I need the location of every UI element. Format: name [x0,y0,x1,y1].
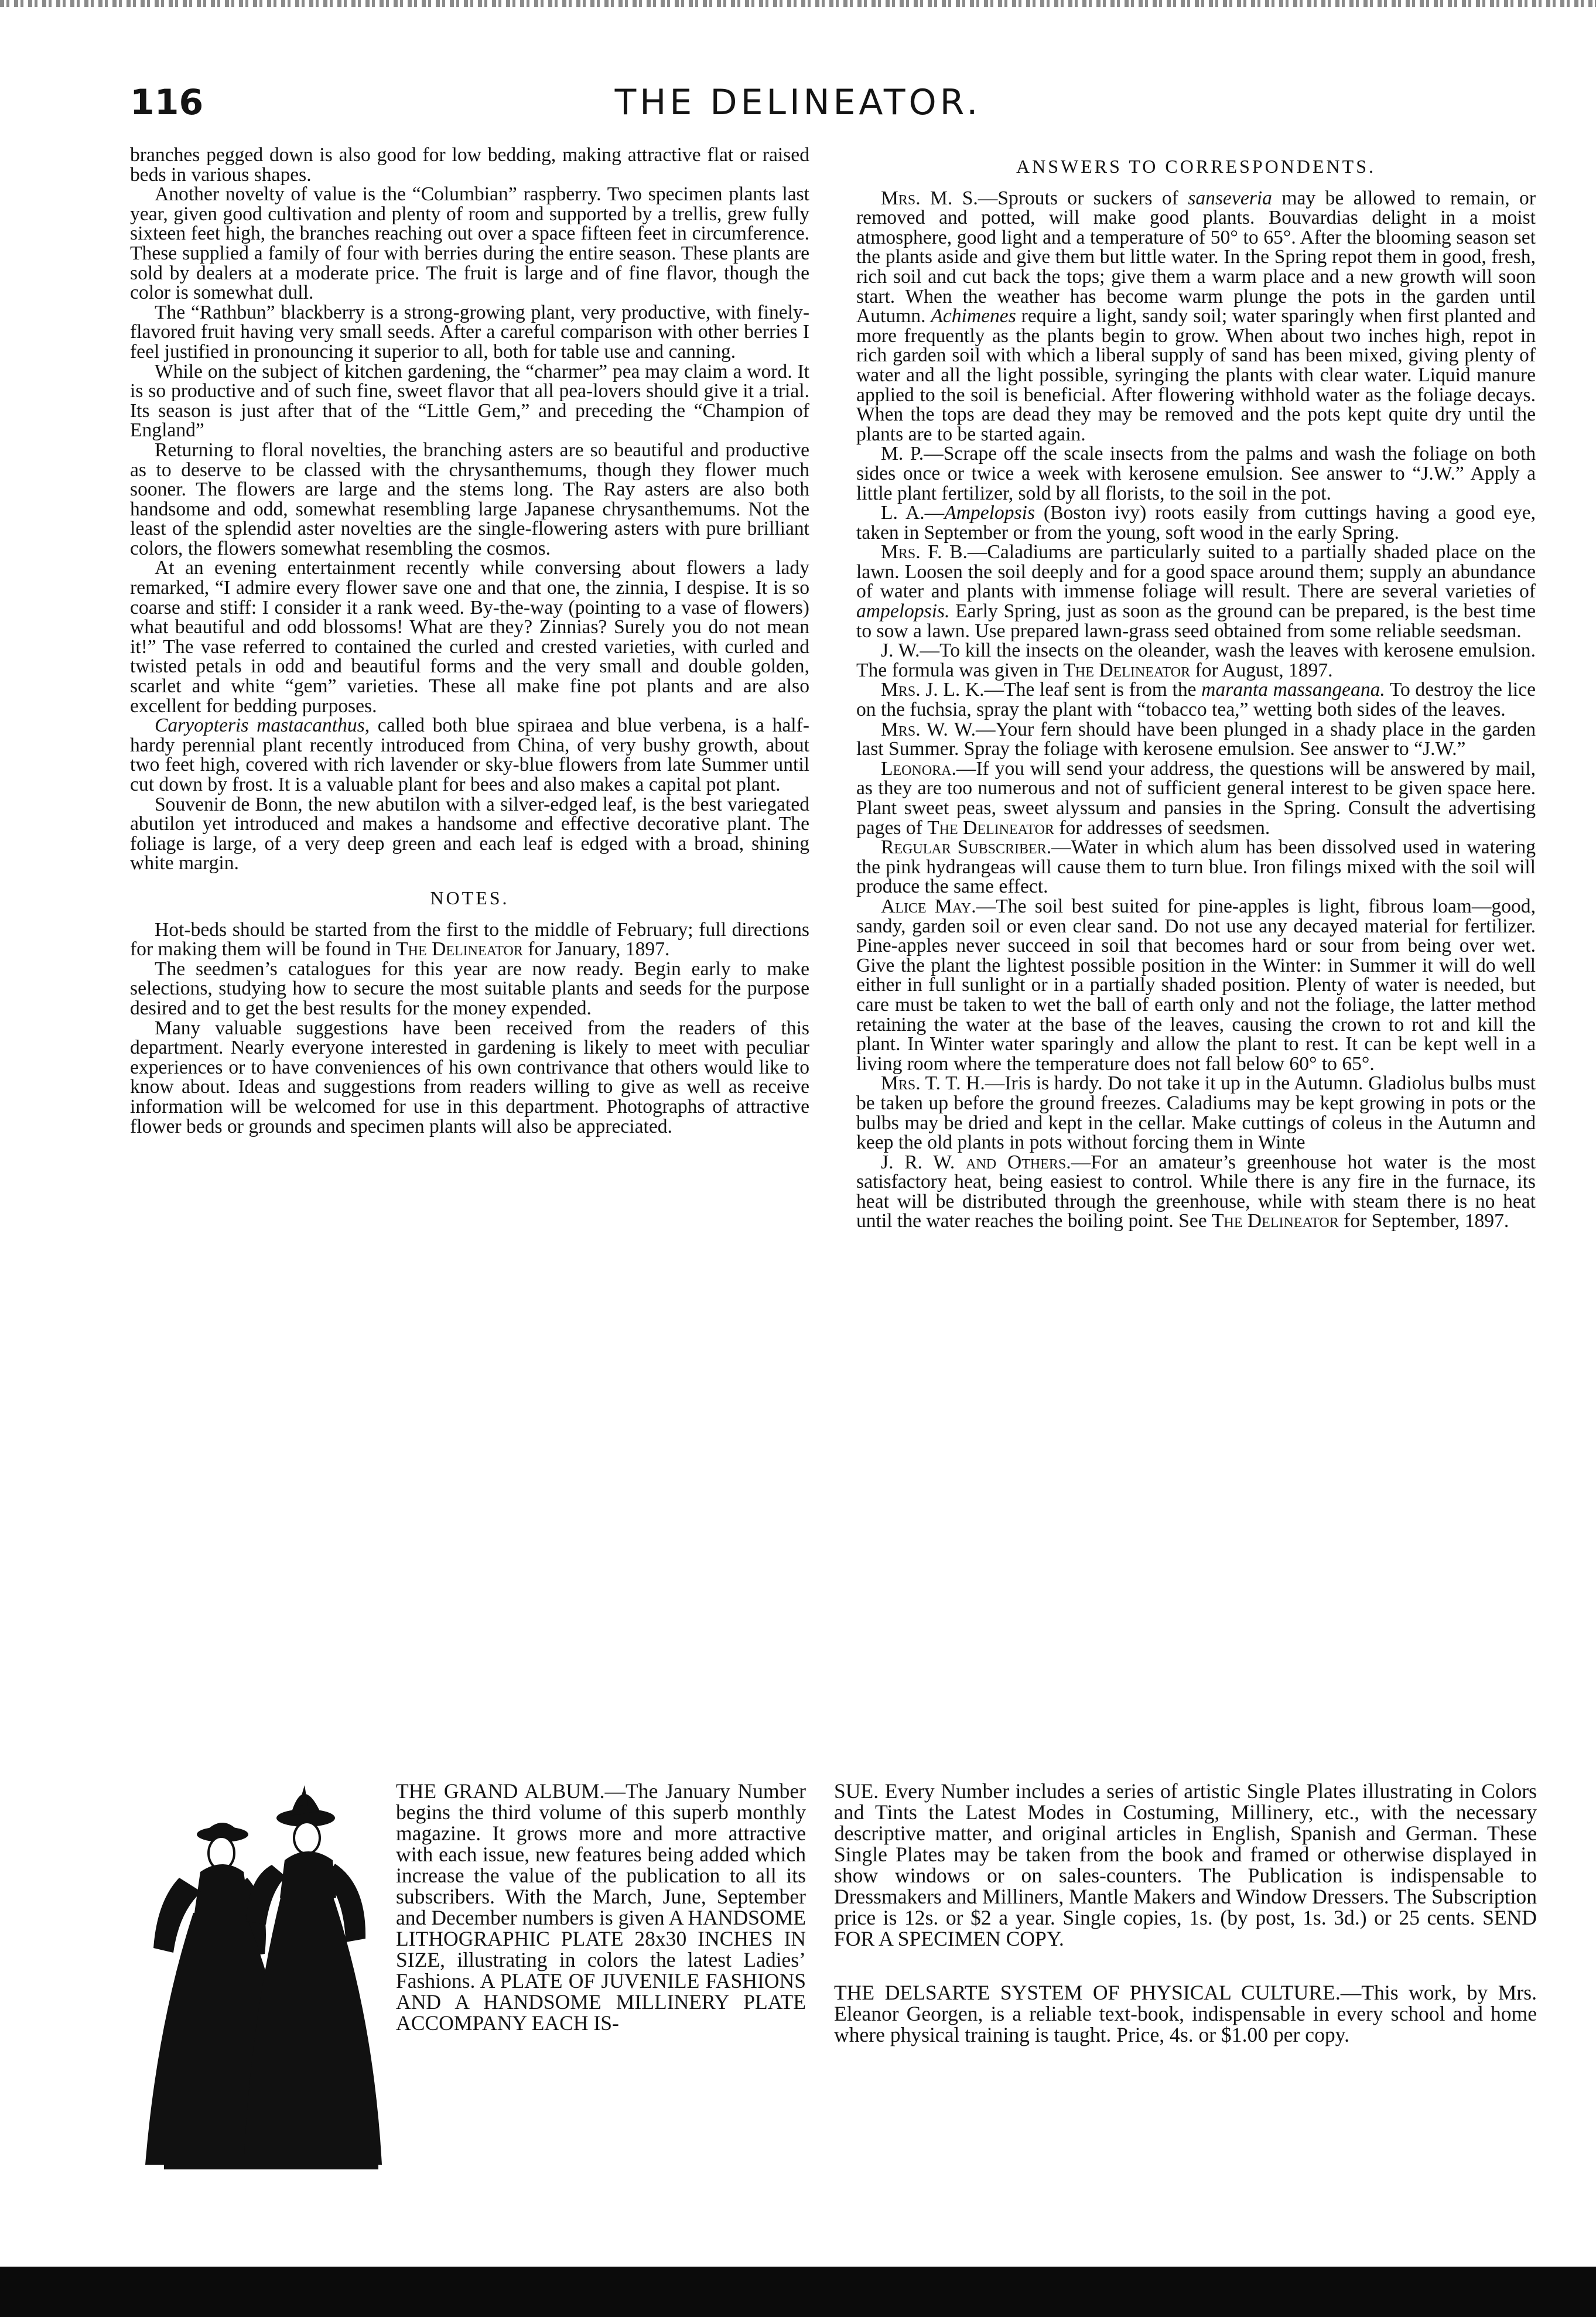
correspondent-name: J. R. W. and Others. [881,1151,1071,1173]
publication-name: The Delineator [927,816,1054,839]
publication-name: The Delineator [1063,659,1191,681]
paragraph: The “Rathbun” blackberry is a strong-growing plant, very productive, with finely-flavored fruit having very small seeds. After a careful comparison with other berries I feel justified in pronouncing it superior to all, both for table use and canning. [130,301,809,363]
paragraph: branches pegged down is also good for low bedding, making attractive flat or raised beds in various shapes. [130,144,809,186]
answer: Mrs. M. S.—Sprouts or suckers of sanseveria may be allowed to remain, or removed and potted, will make good plants. Bouvardias delight in a moist atmosphere, good light and a temperature of 50° to 65°. After the blooming season set the plants aside and give them but little water. In the Spring repot them in good, fresh, rich soil and cut back the tops; give them a warm place and a new growth will soon start. When the weather has become warm plunge the pots in the garden until Autumn. Achimenes require a light, sandy soil; water sparingly when first planted and more frequently as the plants begin to grow. When about two inches high, repot in rich garden soil with which a liberal supply of sand has been mixed, giving plenty of water and all the light possible, syringing the plants with clear water. Liquid manure applied to the soil is beneficial. After flowering withhold water as the foliage decays. When the tops are dead they may be removed and the pots kept quite dry until the plants are to be started again. [856,187,1536,445]
correspondent-name: Mrs. J. L. K. [881,679,985,701]
answer: Mrs. J. L. K.—The leaf sent is from the maranta massangeana. To destroy the lice on the fuchsia, spray the plant with “tobacco tea,” wetting both sides of the leaves. [856,679,1536,721]
answer: Regular Subscriber.—Water in which alum has been dissolved used in watering the pink hydrangeas will cause them to turn blue. Iron filings mixed with the soil will produce the same effect. [856,836,1536,898]
correspondent-name: Mrs. T. T. H. [881,1072,985,1095]
answer: Leonora.—If you will send your address, the questions will be answered by mail, as they are too numerous and not of sufficient general interest to be given space here. Plant sweet peas, sweet alyssum and pansies in the Spring. Consult the advertising pages of The Delineator for addresses of seedsmen. [856,757,1536,839]
answer: J. R. W. and Others.—For an amateur’s greenhouse hot water is the most satisfactory heat, being easiest to control. While there is any fire in the furnace, its heat will be distributed through the greenhouse, while with steam there is no heat until the water reaches the boiling point. See The Delineator for September, 1897. [856,1151,1536,1232]
publication-name: The Delineator [1212,1210,1339,1232]
correspondent-name: M. P. [881,443,924,465]
advert-call-to-action: SEND FOR A SPECIMEN COPY. [834,1906,1537,1950]
correspondent-name: Leonora. [881,757,956,780]
correspondent-name: Alice May. [881,895,976,917]
paragraph: At an evening entertainment recently while conversing about flowers a lady remarked, “I admire every flower save one and that one, the zinnia, I despise. It is so coarse and stiff: I consider it a rank weed. By-the-way (pointing to a vase of flowers) what beautiful and odd blossoms! What are they? Zinnias? Surely you do not mean it!” The vase referred to contained the curled and crested varieties, with curled and twisted petals in odd and beautiful forms and the very small and double golden, scarlet and white “gem” varieties. These all make fine pot plants and are also excellent for bedding purposes. [130,557,809,717]
answer: J. W.—To kill the insects on the oleander, wash the leaves with kerosene emulsion. The formula was given in The Delineator for August, 1897. [856,640,1536,681]
paragraph: Hot-beds should be started from the first to the middle of February; full directions for making them will be found in The Delineator for January, 1897. [130,918,809,961]
right-column [856,145,1536,1231]
left-column [130,145,809,1136]
paragraph: Souvenir de Bonn, the new abutilon with a silver-edged leaf, is the best variegated abutilon yet introduced and makes a handsome and effective decorative plant. The foliage is large, of a very deep green and each leaf is edged with a broad, shining white margin. [130,793,809,874]
answer: L. A.—Ampelopsis (Boston ivy) roots easily from cuttings having a good eye, taken in September or from the young, soft wood in the early Spring. [856,502,1536,544]
paragraph: Another novelty of value is the “Columbian” raspberry. Two specimen plants last year, given good cultivation and plenty of room and supported by a trellis, grew fully sixteen feet high, the branches reaching out over a space fifteen feet in circumference. These supplied a family of four with berries during the entire season. These plants are sold by dealers at a moderate price. The fruit is large and of fine flavor, though the color is somewhat dull. [130,183,809,304]
advert-continued [834,1781,1537,2045]
plant-name: Caryopteris mastacanthus, [155,715,370,737]
publication-name: The Delineator [396,938,523,961]
advert-title: THE DELSARTE SYSTEM OF PHYSICAL CULTURE. [834,1981,1341,2004]
paragraph: Many valuable suggestions have been received from the readers of this department. Nearly everyone interested in gardening is likely to meet with peculiar experiences or to have conveniences of his own contrivance that others would like to know about. Ideas and suggestions from readers willing to give as well as receive information will be welcomed for use in this department. Photographs of attractive flower beds or grounds and specimen plants will also be appreciated. [130,1017,809,1137]
advert-title: THE GRAND ALBUM. [396,1779,605,1803]
answer: Mrs. F. B.—Caladiums are particularly suited to a partially shaded place on the lawn. Loosen the soil deeply and for a good space around them; supply an abundance of water and plants with immense foliage will result. There are several varieties of ampelopsis. Early Spring, just as soon as the ground can be prepared, is the best time to sow a lawn. Use prepared lawn-grass seed obtained from some reliable seedsman. [856,541,1536,642]
masthead-title: THE DELINEATOR. [614,82,982,123]
paragraph: Returning to floral novelties, the branching asters are so beautiful and productive as to deserve to be classed with the chrysanthemums, though they flower much sooner. The flowers are large and the stems long. The Ray asters are also both handsome and odd, somewhat resembling large Japanese chrysanthemums. Not the least of the splendid aster novelties are the single-flowering asters with pure brilliant colors, the flowers somewhat resembling the cosmos. [130,439,809,559]
answers-heading: ANSWERS TO CORRESPONDENTS. [1016,156,1376,177]
answer: Alice May.—The soil best suited for pine-apples is light, fibrous loam—good, sandy, garden soil or even clear sand. Do not use any decayed material for fertilizer. Pine-apples never succeed in soil that becomes hard or sour from being over wet. Give the plant the lightest possible position in the Winter: in Summer it will do well either in full sunlight or in a partially shaded position. Plenty of water is needed, but care must be taken to wet the ball of earth only and not the foliage, the latter method retaining the water at the base of the leaves, causing the crown to rot and kill the plant. In Winter water sparingly and allow the plant to rest. It can be kept well in a living room where the temperature does not fall below 60° to 65°. [856,895,1536,1075]
answer: Mrs. W. W.—Your fern should have been plunged in a shady place in the garden last Summer. Spray the foliage with kerosene emulsion. See answer to “J.W.” [856,718,1536,760]
paragraph: Caryopteris mastacanthus, called both blue spiraea and blue verbena, is a half-hardy perennial plant recently introduced from China, of very bushy growth, about two feet high, covered with rich lavender or sky-blue flowers from late Summer until cut down by frost. It is a valuable plant for bees and also makes a capital pot plant. [130,715,809,795]
delsarte-advert: THE DELSARTE SYSTEM OF PHYSICAL CULTURE.—This work, by Mrs. Eleanor Georgen, is a reliable text-book, indispensable in every school and home where physical training is taught. Price, 4s. or $1.00 per copy. [834,1981,1537,2046]
correspondent-name: Regular Subscriber. [881,836,1052,859]
notes-heading: NOTES. [430,887,510,908]
answer: Mrs. T. T. H.—Iris is hardy. Do not take it up in the Autumn. Gladiolus bulbs must be taken up before the ground freezes. Caladiums may be kept growing in pots or the bulbs may be dried and kept in the cellar. Make cuttings of coleus in the Autumn and keep the old plants in pots without forcing them in Winte [856,1072,1536,1154]
page-number: 116 [130,82,204,123]
grand-album-advert [396,1781,806,2034]
answer: M. P.—Scrape off the scale insects from the palms and wash the foliage on both sides once or twice a week with kerosene emulsion. See answer to “J.W.” Apply a little plant fertilizer, sold by all florists, to the soil in the pot. [856,443,1536,504]
correspondent-name: Mrs. F. B. [881,541,968,563]
paragraph: The seedmen’s catalogues for this year are now ready. Begin early to make selections, studying how to secure the most suitable plants and seeds for the purpose desired and to get the best results for the money expended. [130,958,809,1019]
correspondent-name: Mrs. M. S. [881,187,978,209]
top-rule [0,0,1596,7]
correspondent-name: J. W. [881,640,920,662]
advert-text: THE GRAND ALBUM.—The January Number begins the third volume of this superb monthly magazine. It grows more and more attractive with each issue, new features being added which increase the value of the publication to all its subscribers. With the March, June, September and December numbers is given A HANDSOME LITHOGRAPHIC PLATE 28x30 INCHES IN SIZE, illustrating in colors the latest Ladies’ Fashions. A PLATE OF JUVENILE FASHIONS AND A HANDSOME MILLINERY PLATE ACCOMPANY EACH IS- [396,1779,806,2035]
advert-text: SUE. Every Number includes a series of artistic Single Plates illustrating in Colors and Tints the Latest Modes in Costuming, Millinery, etc., with the necessary descriptive matter, and original articles in English, Spanish and German. These Single Plates may be taken from the book and framed or otherwise displayed in show windows or on sales-counters. The Publication is indispensable to Dressmakers and Milliners, Mantle Makers and Window Dressers. The Subscription price is 12s. or $2 a year. Single copies, 1s. (by post, 1s. 3d.) or 25 cents. SEND FOR A SPECIMEN COPY. [834,1779,1537,1950]
bottom-scan-bar [0,2267,1596,2317]
correspondent-name: Mrs. W. W. [881,718,976,740]
ladies-fashion-illustration [123,1775,398,2185]
paragraph: While on the subject of kitchen gardening, the “charmer” pea may claim a word. It is so productive and of such fine, sweet flavor that all pea-lovers should give it a trial. Its season is just after that of the “Little Gem,” and preceding the “Champion of England” [130,360,809,442]
correspondent-name: L. A. [881,502,925,524]
